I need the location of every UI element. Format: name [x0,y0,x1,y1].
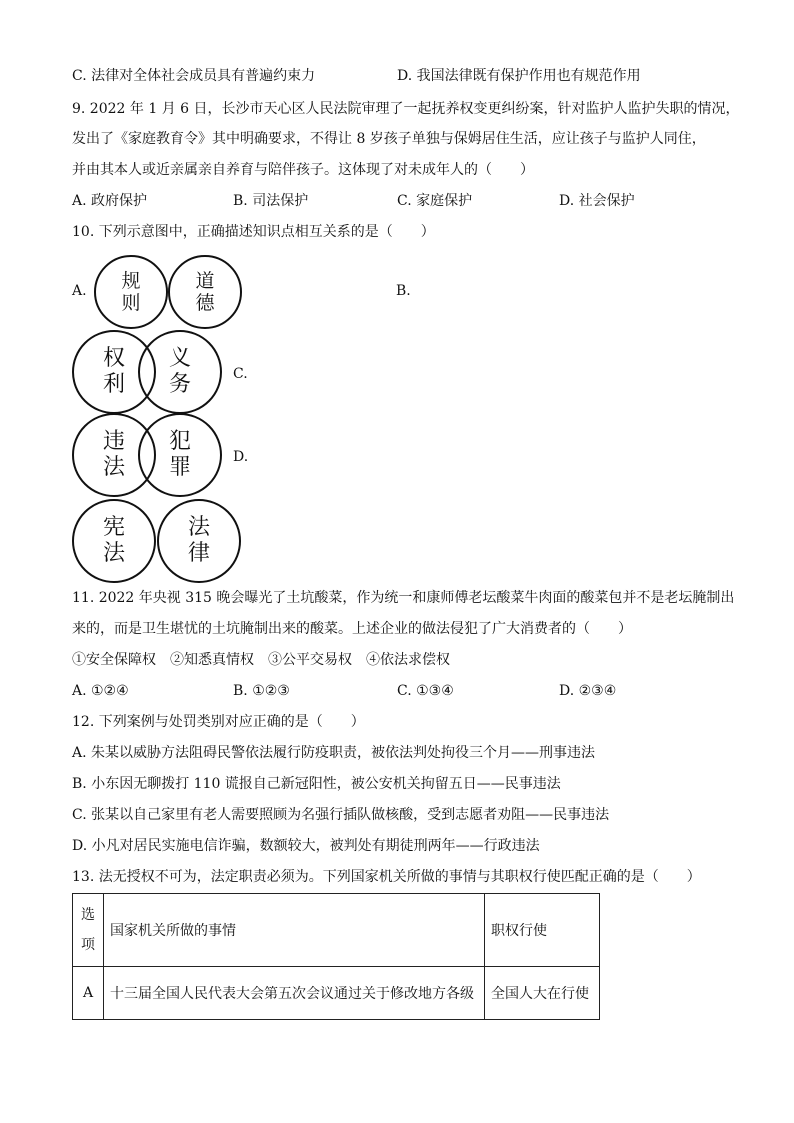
q13-header-power: 职权行使 [485,894,600,967]
q13-stem: 13. 法无授权不可为，法定职责必须为。下列国家机关所做的事情与其职权行使匹配正确的是（ ） [72,869,701,885]
q10-a-left-circle [94,255,168,329]
q10-d-left-text: 宪法 [102,515,125,566]
q8-option-d: D. 我国法律既有保护作用也有规范作用 [397,68,641,84]
q12-option-d: D. 小凡对居民实施电信诈骗，数额较大，被判处有期徒刑两年——行政违法 [72,838,540,854]
q12-option-c: C. 张某以自己家里有老人需要照顾为名强行插队做核酸，受到志愿者劝阻——民事违法 [72,807,610,823]
q9-stem-line3: 并由其本人或近亲属亲自养育与陪伴孩子。这体现了对未成年人的（ ） [72,162,534,178]
q10-c-right-text: 犯罪 [168,429,191,480]
q11-stem-line1: 11. 2022 年央视 315 晚会曝光了土坑酸菜，作为统一和康师傅老坛酸菜牛肉面的酸菜包并不是老坛腌制出 [72,590,735,606]
q10-c-right-circle [138,413,222,497]
q10-b-left-text: 权利 [102,346,125,397]
q9-option-c: C. 家庭保护 [397,193,473,209]
q10-d-right-circle [157,499,241,583]
q12-option-a: A. 朱某以威胁方法阻碍民警依法履行防疫职责，被依法判处拘役三个月——刑事违法 [72,745,596,761]
q10-label-b: B. [396,283,411,299]
q9-option-d: D. 社会保护 [559,193,635,209]
q10-a-right-circle [168,255,242,329]
q10-label-a: A. [72,283,87,299]
q11-option-a: A. ①②④ [72,683,129,699]
table-row [73,967,600,1020]
q8-option-c: C. 法律对全体社会成员具有普遍约束力 [72,68,316,84]
q12-option-b: B. 小东因无聊拨打 110 谎报自己新冠阳性，被公安机关拘留五日——民事违法 [72,776,561,792]
q13-table-header [73,894,600,967]
q13-row-a-power: 全国人大在行使 [485,967,600,1020]
q10-stem: 10. 下列示意图中，正确描述知识点相互关系的是（ ） [72,224,435,240]
q10-d-left-circle [72,499,156,583]
q13-row-a-action: 十三届全国人民代表大会第五次会议通过关于修改地方各级 [104,967,485,1020]
q13-header-action: 国家机关所做的事情 [104,894,485,967]
q10-b-right-text: 义务 [168,346,191,397]
q13-header-option [73,894,104,967]
q13-header-option-text: 选项 [81,907,95,953]
q9-stem-line2: 发出了《家庭教育令》其中明确要求，不得让 8 岁孩子单独与保姆居住生活，应让孩子与监护人同住， [72,131,706,147]
q9-stem-line1: 9. 2022 年 1 月 6 日，长沙市天心区人民法院审理了一起抚养权变更纠纷案，针对监护人监护失职的情况， [72,101,740,117]
q10-c-left-text: 违法 [102,429,125,480]
q11-items: ①安全保障权 ②知悉真情权 ③公平交易权 ④依法求偿权 [72,652,450,668]
q10-d-right-text: 法律 [187,515,210,566]
q11-option-d: D. ②③④ [559,683,617,699]
q11-stem-line2: 来的，而是卫生堪忧的土坑腌制出来的酸菜。上述企业的做法侵犯了广大消费者的（ ） [72,621,632,637]
q11-option-b: B. ①②③ [233,683,290,699]
q10-label-c: C. [233,366,248,382]
q10-a-right-text: 道德 [195,270,215,314]
q10-b-right-circle [138,330,222,414]
q13-row-a-option: A [73,967,104,1020]
q9-option-b: B. 司法保护 [233,193,309,209]
q11-option-c: C. ①③④ [397,683,454,699]
q9-option-a: A. 政府保护 [72,193,148,209]
q10-label-d: D. [233,449,249,465]
q13-table [72,893,600,1020]
q10-a-left-text: 规则 [121,270,141,314]
q12-stem: 12. 下列案例与处罚类别对应正确的是（ ） [72,714,365,730]
